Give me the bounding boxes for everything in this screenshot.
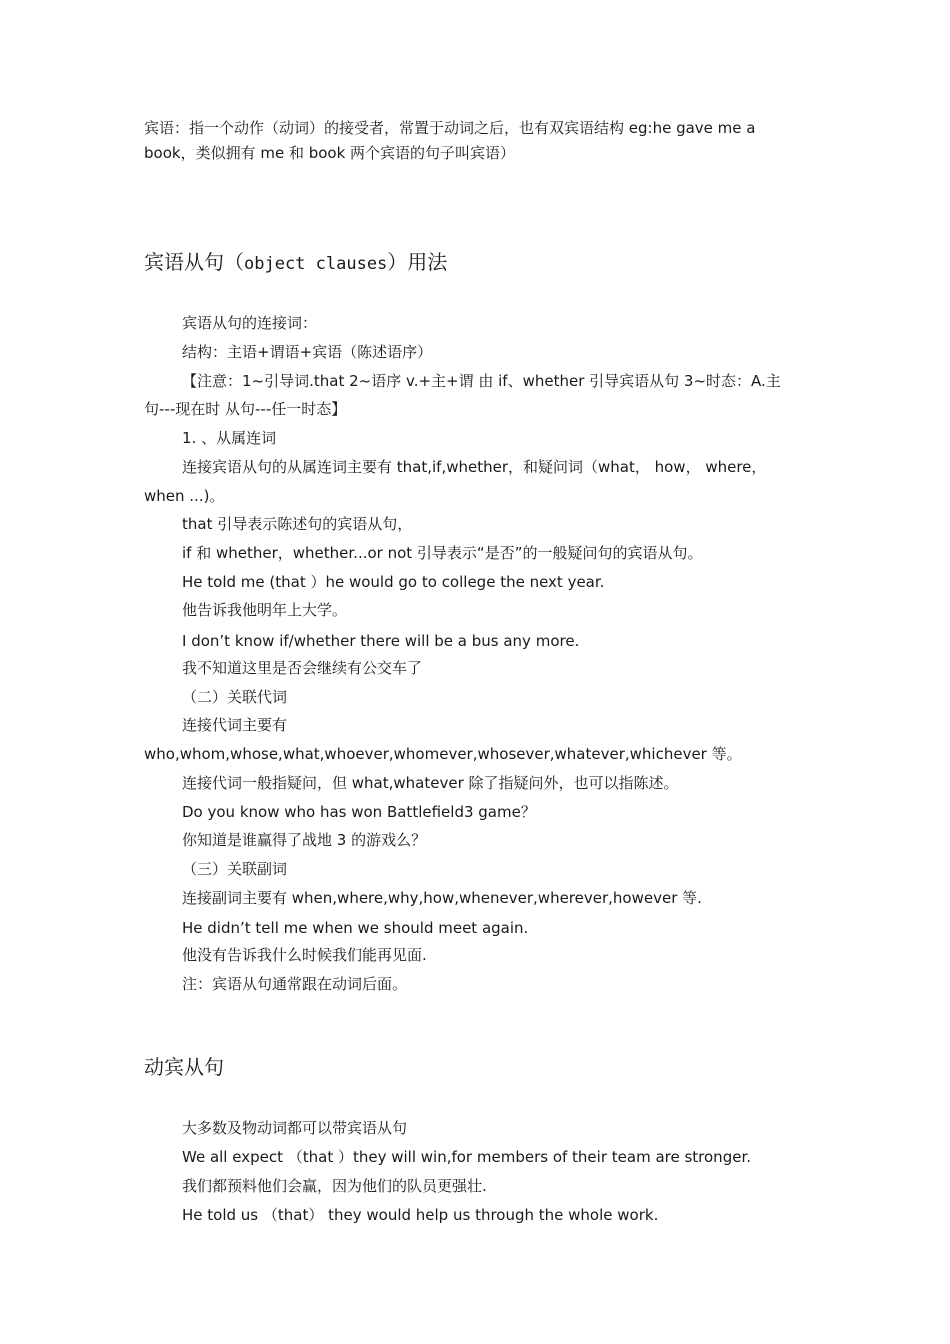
paragraph-line: that 引导表示陈述句的宾语从句， (182, 515, 413, 533)
example-translation: 他告诉我他明年上大学。 (182, 601, 348, 619)
example-translation: 他没有告诉我什么时候我们能再见面. (182, 946, 427, 964)
paragraph-line: if 和 whether，whether...or not 引导表示“是否”的一般疑问句的宾语从句。 (182, 544, 703, 562)
heading-part-mono: object clauses (244, 254, 388, 274)
intro-line-2: book，类似拥有 me 和 book 两个宾语的句子叫宾语） (144, 144, 516, 162)
paragraph-line: 句---现在时 从句---任一时态】 (144, 400, 347, 418)
heading-part: ）用法 (387, 250, 448, 274)
paragraph-line: 结构：主语+谓语+宾语（陈述语序） (182, 343, 433, 361)
paragraph-line: 连接副词主要有 when,where,why,how,whenever,wherever,however 等. (182, 889, 702, 907)
example-translation: 我不知道这里是否会继续有公交车了 (182, 659, 423, 677)
example-sentence: We all expect （that ）they will win,for members of their team are stronger. (182, 1148, 751, 1166)
section-heading-verb-object-clauses: 动宾从句 (144, 1055, 224, 1079)
paragraph-line: when ...)。 (144, 487, 225, 505)
heading-part: 宾语从句（ (144, 250, 244, 274)
paragraph-line: 1. 、从属连词 (182, 429, 277, 447)
subsection-title: （二）关联代词 (182, 688, 288, 706)
note-line: 注：宾语从句通常跟在动词后面。 (182, 975, 408, 993)
paragraph-line: 连接代词主要有 (182, 716, 288, 734)
paragraph-line: 【注意：1~引导词.that 2~语序 v.+主+谓 由 if、whether 引导宾语从句 3~时态：A.主 (182, 372, 781, 390)
subsection-title: （三）关联副词 (182, 860, 288, 878)
example-translation: 你知道是谁赢得了战地 3 的游戏么？ (182, 831, 427, 849)
example-translation: 我们都预料他们会赢，因为他们的队员更强壮. (182, 1177, 487, 1195)
paragraph-line: 连接宾语从句的从属连词主要有 that,if,whether，和疑问词（what， how， where， (182, 458, 767, 476)
intro-line-1: 宾语：指一个动作（动词）的接受者，常置于动词之后，也有双宾语结构 eg:he gave me a (144, 119, 756, 137)
example-sentence: Do you know who has won Battlefield3 game？ (182, 803, 536, 821)
example-sentence: He told us （that） they would help us through the whole work. (182, 1206, 659, 1224)
paragraph-line: 连接代词一般指疑问，但 what,whatever 除了指疑问外，也可以指陈述。 (182, 774, 679, 792)
example-sentence: I don’t know if/whether there will be a bus any more. (182, 632, 580, 650)
example-sentence: He didn’t tell me when we should meet again. (182, 919, 529, 937)
paragraph-line: 宾语从句的连接词： (182, 314, 318, 332)
section-heading-object-clauses (144, 249, 809, 277)
paragraph-line: who,whom,whose,what,whoever,whomever,whosever,whatever,whichever 等。 (144, 745, 742, 763)
example-sentence: He told me (that ）he would go to college the next year. (182, 573, 605, 591)
paragraph-line: 大多数及物动词都可以带宾语从句 (182, 1119, 408, 1137)
